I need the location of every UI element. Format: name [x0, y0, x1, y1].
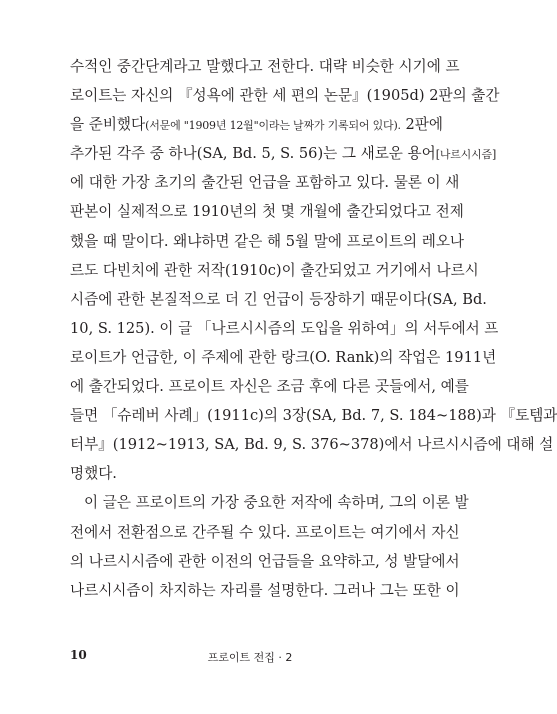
text-note: [나르시시즘] [435, 148, 497, 162]
page-number: 10 [70, 648, 87, 662]
text-line: 수적인 중간단계라고 말했다고 전한다. 대략 비슷한 시기에 프 [70, 58, 460, 75]
text-span: 을 준비했다 [70, 116, 146, 134]
text-line: 로이트는 자신의 『성욕에 관한 세 편의 논문』(1905d) 2판의 출간 [70, 87, 500, 105]
text-line: 터부』(1912~1913, SA, Bd. 9, S. 376~378)에서 나르시시즘에 대해 설 [70, 436, 554, 454]
text-line: 나르시시즘이 차지하는 자리를 설명한다. 그러나 그는 또한 이 [70, 581, 460, 599]
text-line: 판본이 실제적으로 1910년의 첫 몇 개월에 출간되었다고 전제 [70, 203, 464, 221]
text-line: 에 출간되었다. 프로이트 자신은 조금 후에 다른 곳들에서, 예를 [70, 378, 469, 396]
running-footer-title: 프로이트 전집 · 2 [207, 651, 293, 664]
text-note: (서문에 "1909년 12월"이라는 날짜가 기록되어 있다). [145, 119, 401, 133]
text-line: 10, S. 125). 이 글 「나르시시즘의 도입을 위하여」의 서두에서 프 [70, 319, 499, 337]
text-line [70, 139, 497, 168]
paragraph-start-line: 이 글은 프로이트의 가장 중요한 저작에 속하며, 그의 이론 발 [84, 494, 469, 512]
text-span: 추가된 각주 중 하나(SA, Bd. 5, S. 56)는 그 새로운 용어 [70, 145, 436, 163]
text-line: 명했다. [70, 465, 117, 483]
text-line [70, 110, 443, 139]
text-line: 시즘에 관한 본질적으로 더 긴 언급이 등장하기 때문이다(SA, Bd. [70, 290, 487, 308]
text-line: 에 대한 가장 초기의 출간된 언급을 포함하고 있다. 물론 이 새 [70, 174, 460, 192]
text-span: 2판에 [400, 116, 443, 134]
text-line: 했을 때 말이다. 왜냐하면 같은 해 5월 말에 프로이트의 레오나 [70, 232, 465, 250]
text-line: 로이트가 언급한, 이 주제에 관한 랑크(O. Rank)의 작업은 1911년 [70, 348, 497, 366]
text-line: 의 나르시시즘에 관한 이전의 언급들을 요약하고, 성 발달에서 [70, 552, 460, 570]
text-line: 르도 다빈치에 관한 저작(1910c)이 출간되었고 거기에서 나르시 [70, 261, 479, 279]
text-line: 전에서 전환점으로 간주될 수 있다. 프로이트는 여기에서 자신 [70, 523, 460, 541]
body-text [70, 52, 557, 605]
text-line: 들면 「슈레버 사례」(1911c)의 3장(SA, Bd. 7, S. 184~188)과 『토템과 [70, 407, 557, 425]
